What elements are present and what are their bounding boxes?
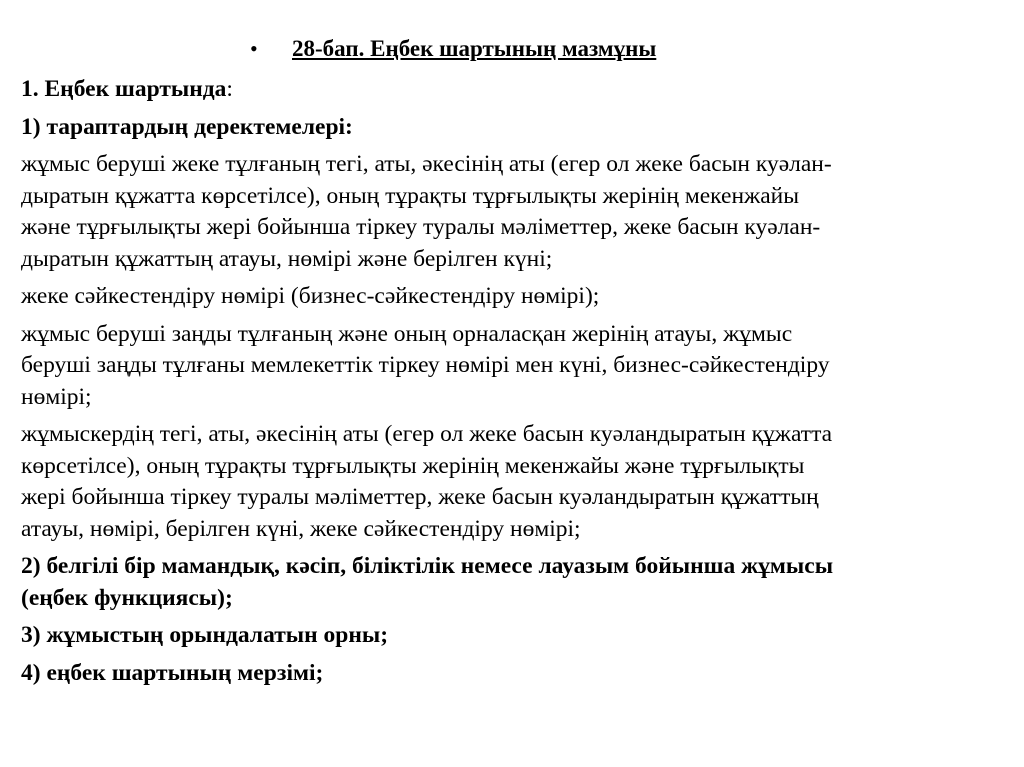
text-line: жері бойынша тіркеу туралы мәліметтер, жеке басын куәландыратын құжаттың (21, 484, 819, 510)
item-3-heading: 3) жұмыстың орындалатын орны; (21, 622, 389, 648)
item-2-heading (21, 551, 1011, 614)
text-line: және тұрғылықты жері бойынша тіркеу туралы мәліметтер, жеке басын куәлан- (21, 214, 821, 240)
text-line: көрсетілсе), оның тұрақты тұрғылықты жерінің мекенжайы және тұрғылықты (21, 452, 805, 479)
text-line: атауы, нөмірі, берілген күні, жеке сәйкестендіру нөмірі; (21, 515, 581, 542)
item-4-heading: 4) еңбек шартының мерзімі; (21, 659, 324, 686)
text-line: жұмыскердің тегі, аты, әкесінің аты (егер ол жеке басын куәландыратын құжатта (21, 421, 833, 447)
section-heading-colon: : (226, 76, 233, 102)
text-line: 2) белгілі бір мамандық, кәсіп, біліктілік немесе лауазым бойынша жұмысы (21, 553, 834, 579)
paragraph-identification-number (21, 281, 1011, 313)
text-line: дыратын құжатта көрсетілсе), оның тұрақты тұрғылықты жерінің мекенжайы (21, 182, 800, 209)
text-line: (еңбек функциясы); (21, 584, 233, 611)
paragraph-employer-individual (21, 149, 1011, 275)
paragraph-employee (21, 419, 1011, 545)
section-heading (21, 74, 1011, 106)
item-1-heading: 1) тараптардың деректемелері: (21, 113, 353, 140)
bullet-icon: • (250, 36, 258, 61)
section-heading-text: 1. Еңбек шартында (21, 76, 227, 102)
paragraph-employer-legal-entity (21, 319, 1011, 414)
text-line: жұмыс беруші жеке тұлғаның тегі, аты, әкесінің аты (егер ол жеке басын куәлан- (21, 151, 832, 177)
slide-body (21, 74, 1011, 695)
text-line: жеке сәйкестендіру нөмірі (бизнес-сәйкестендіру нөмірі); (21, 283, 600, 309)
text-line: беруші заңды тұлғаны мемлекеттік тіркеу нөмірі мен күні, бизнес-сәйкестендіру (21, 352, 830, 378)
text-line: дыратын құжаттың атауы, нөмірі және берілген күні; (21, 245, 553, 272)
text-line: нөмірі; (21, 383, 92, 410)
slide-title: 28-бап. Еңбек шартының мазмұны (292, 36, 657, 61)
title-row (0, 34, 1024, 68)
text-line: жұмыс беруші заңды тұлғаның және оның орналасқан жерінің атауы, жұмыс (21, 320, 793, 347)
